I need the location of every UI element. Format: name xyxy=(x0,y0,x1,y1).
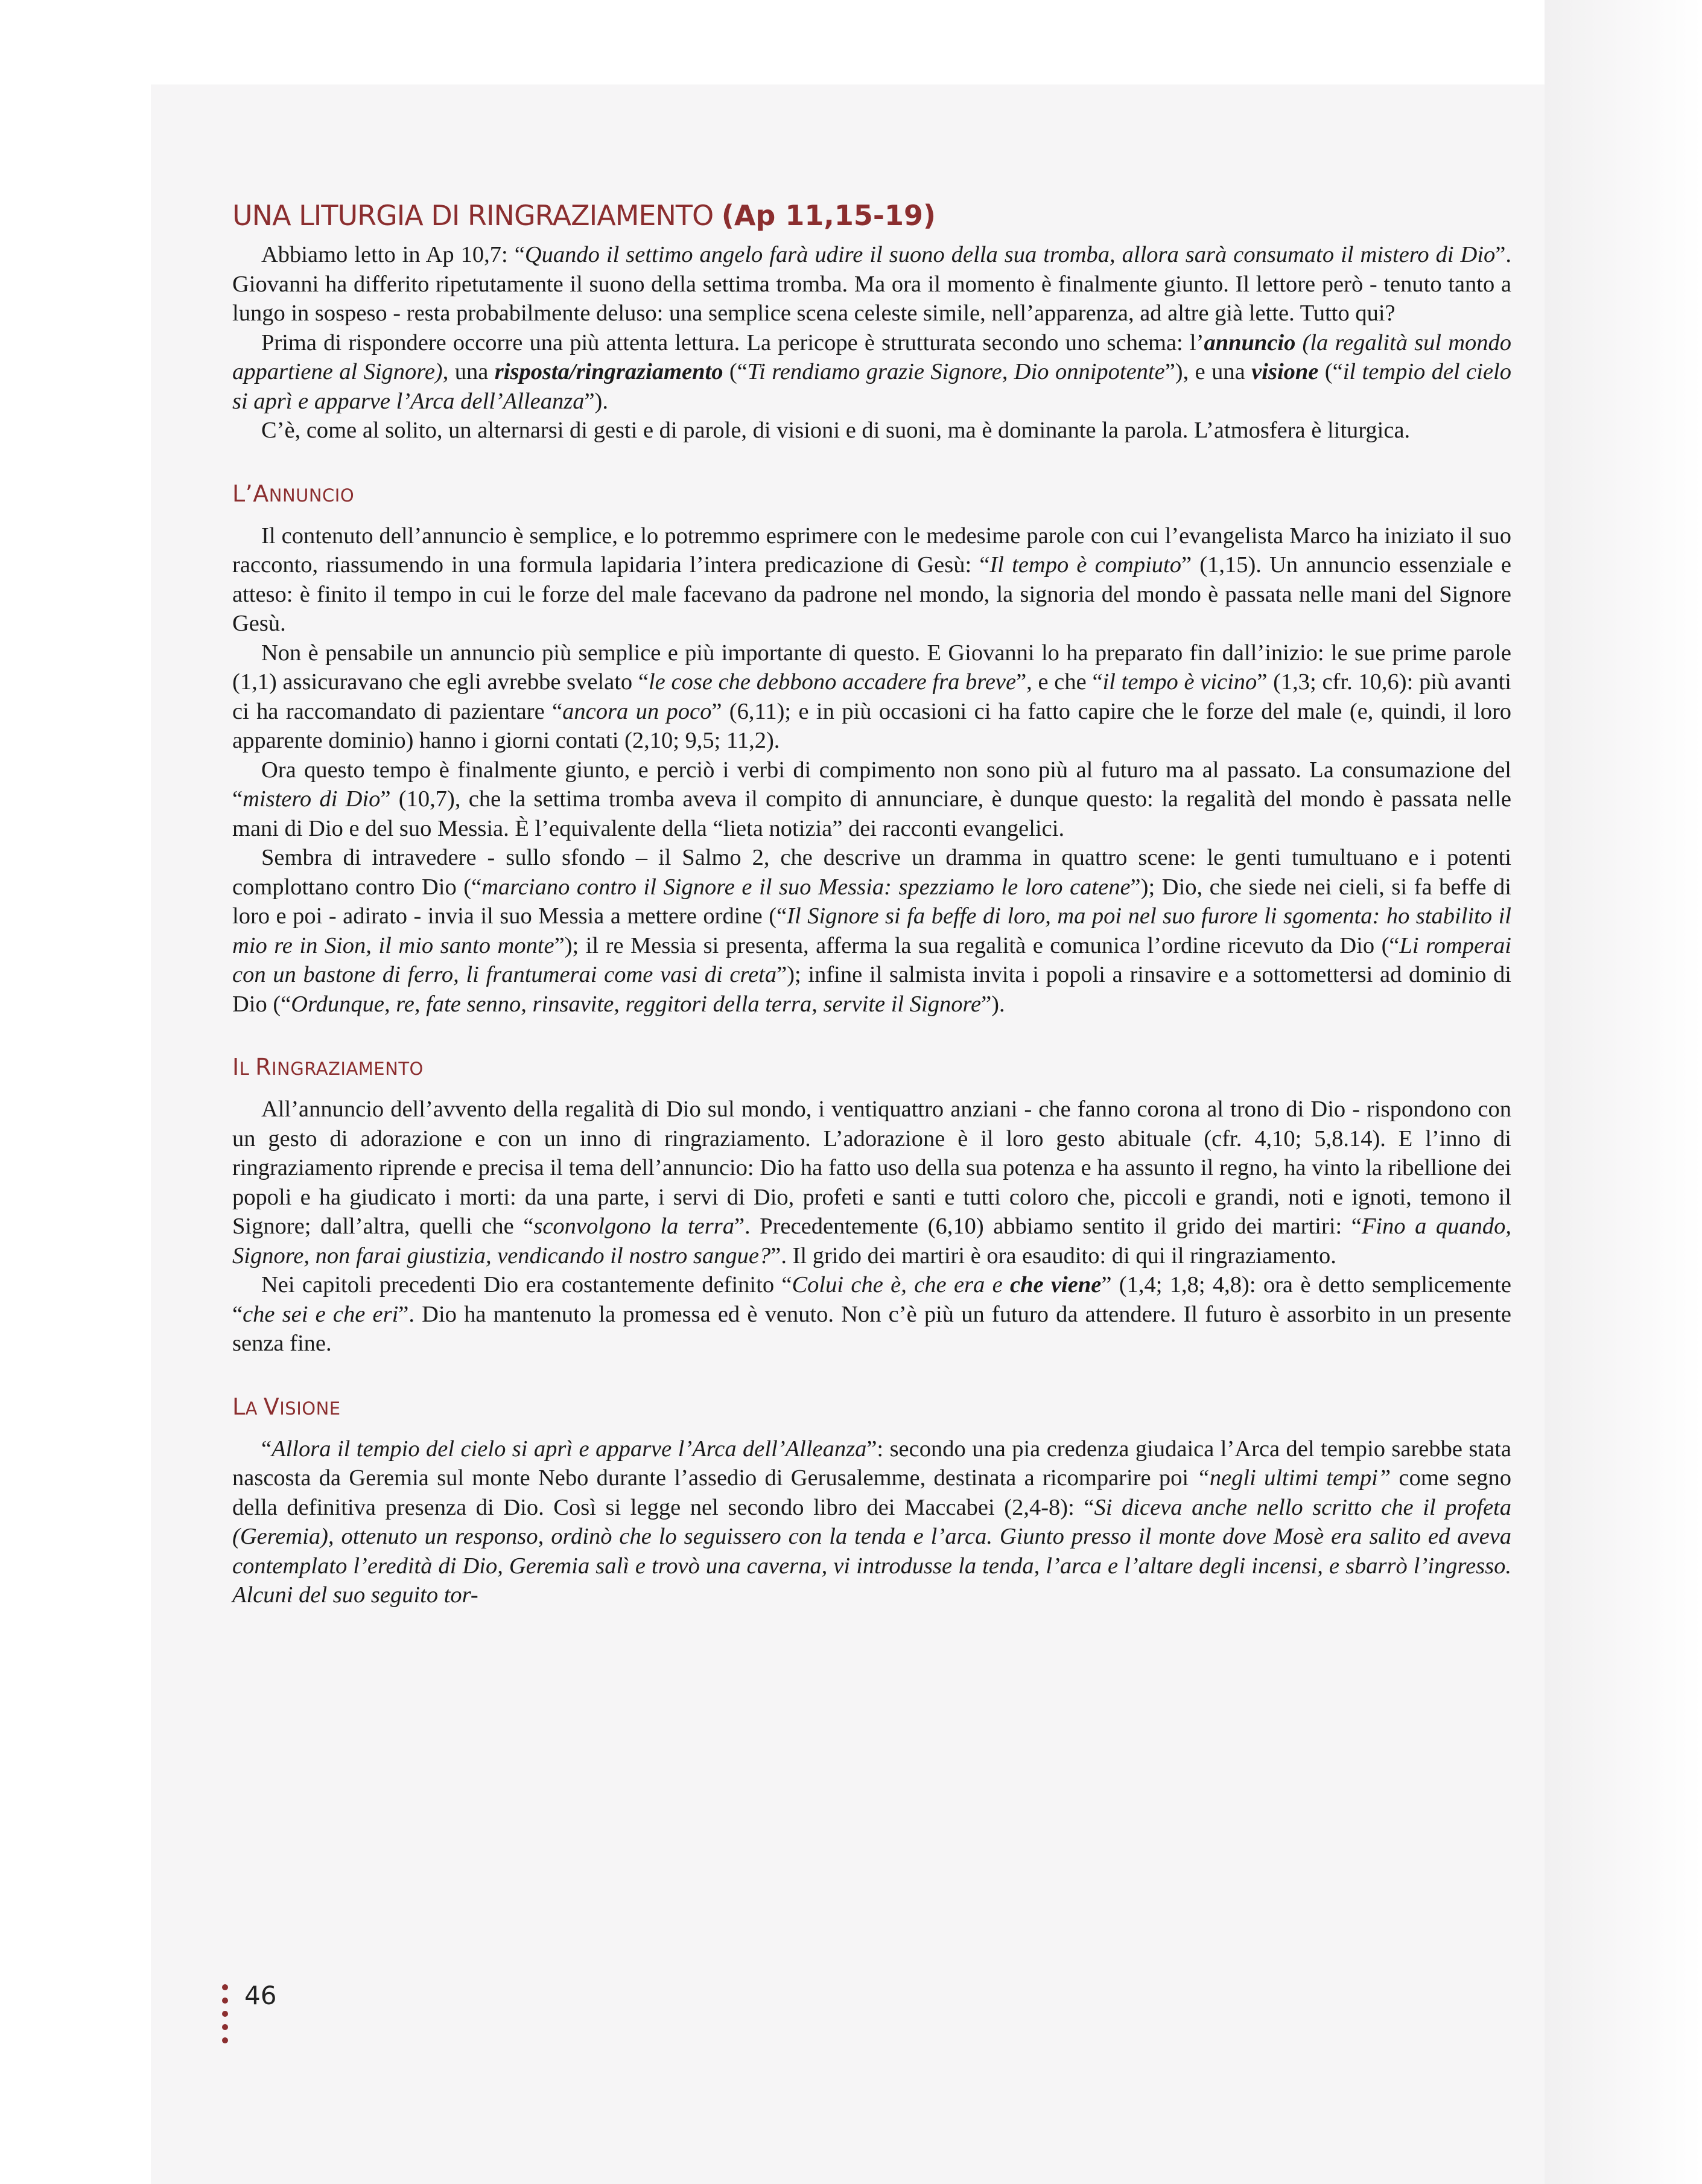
text: Ora questo tempo è finalmente giunto, e perciò i verbi di compimento non sono più al futuro ma al passato. La consumazione del “ xyxy=(232,757,1511,812)
heading-mid: L xyxy=(239,1059,256,1079)
visione-paragraph-1 xyxy=(232,1434,1511,1610)
quote: sconvolgono la terra xyxy=(533,1214,734,1239)
heading-cap: L xyxy=(232,1393,246,1420)
intro-paragraph-1 xyxy=(232,240,1511,328)
dot-ornament xyxy=(222,2037,228,2043)
text: ”), e una xyxy=(1164,359,1252,384)
text: ”, e che “ xyxy=(1016,669,1103,695)
article-title xyxy=(232,199,1511,232)
quote: Allora il tempio del cielo si aprì e apparve l’Arca dell’Alleanza xyxy=(271,1436,867,1462)
text: ”); infine il salmista invita i popoli a rinsavire e a sottomettersi ad dominio di Dio (“ xyxy=(232,962,1511,1017)
quote: il tempio del cielo si aprì e apparve l’Arca dell’Alleanza xyxy=(232,359,1511,414)
heading-rest: INGRAZIAMENTO xyxy=(271,1059,424,1079)
heading-rest: ISIONE xyxy=(279,1398,341,1419)
heading-cap: L’A xyxy=(232,480,269,507)
text: Prima di rispondere occorre una più attenta lettura. La pericope è strutturata secondo uno schema: l’ xyxy=(261,330,1204,355)
ringraziamento-paragraph-1 xyxy=(232,1095,1511,1270)
title-reference: (Ap 11,15-19) xyxy=(721,199,936,232)
quote: Ordunque, re, fate senno, rinsavite, reggitori della terra, servite il Signore xyxy=(291,991,982,1017)
text: , una xyxy=(442,359,495,384)
text: ” (6,11); e in più occasioni ci ha fatto capire che le forze del male (e, quindi, il loro apparente dominio) hanno i giorni contati (2,10; 9,5; 11,2). xyxy=(232,698,1512,753)
page-edge-shadow xyxy=(1545,0,1702,2184)
quote: “negli ultimi tempi” xyxy=(1196,1465,1391,1491)
title-main: UNA LITURGIA DI RINGRAZIAMENTO xyxy=(232,199,722,232)
section-heading-visione xyxy=(232,1393,1511,1420)
heading-cap: R xyxy=(255,1054,271,1080)
quote: le cose che debbono accadere fra breve xyxy=(648,669,1017,695)
annuncio-paragraph-2 xyxy=(232,638,1511,756)
keyword: annuncio xyxy=(1204,330,1296,355)
text: ”); il re Messia si presenta, afferma la sua regalità e comunica l’ordine ricevuto da Dio (“ xyxy=(554,932,1400,958)
annuncio-paragraph-4 xyxy=(232,843,1511,1019)
section-heading-ringraziamento xyxy=(232,1054,1511,1080)
text: ”. Giovanni ha differito ripetutamente il suono della settima tromba. Ma ora il momento è finalmente giunto. Il lettore però - tenuto tanto a lungo in sospeso - resta probabilmente deluso: una semplice scena celeste simile, nell’apparenza, ad altre già lette. Tutto qui? xyxy=(232,242,1512,326)
quote: Quando il settimo angelo farà udire il suono della sua tromba, allora sarà consumato il mistero di Dio xyxy=(524,242,1496,267)
text: ”). xyxy=(981,991,1005,1017)
heading-cap: I xyxy=(232,1054,240,1080)
text: Sembra di intravedere - sullo sfondo – il Salmo 2, che descrive un dramma in quattro scene: le genti tumultuano e i potenti complottano contro Dio (“ xyxy=(232,845,1511,900)
article xyxy=(232,199,1511,1610)
heading-cap: V xyxy=(263,1393,280,1420)
keyword: visione xyxy=(1251,359,1319,384)
text: ”. Precedentemente (6,10) abbiamo sentito il grido dei martiri: “ xyxy=(734,1214,1362,1239)
quote: Colui che è, che era e xyxy=(792,1272,1011,1297)
keyword: risposta/ringraziamento xyxy=(494,359,723,384)
text: Nei capitoli precedenti Dio era costantemente definito “ xyxy=(261,1272,792,1297)
intro-paragraph-3: C’è, come al solito, un alternarsi di gesti e di parole, di visioni e di suoni, ma è dominante la parola. L’atmosfera è liturgica. xyxy=(261,418,1411,443)
annuncio-paragraph-3 xyxy=(232,756,1511,844)
quote: il tempo è vicino xyxy=(1102,669,1257,695)
text: ”. Dio ha mantenuto la promessa ed è venuto. Non c’è più un futuro da attendere. Il futuro è assorbito in un presente senza fine. xyxy=(232,1301,1511,1356)
text: Abbiamo letto in Ap 10,7: “ xyxy=(261,242,525,267)
section-heading-annuncio xyxy=(232,480,1511,507)
text: “ xyxy=(261,1436,272,1462)
text: ”); Dio, che siede nei cieli, si fa beffe di loro e poi - adirato - invia il suo Messia a mettere ordine (“ xyxy=(232,874,1511,929)
text: (“ xyxy=(1318,359,1343,384)
quote: Fino a quando, Signore, non farai giustizia, vendicando il nostro sangue? xyxy=(232,1214,1511,1269)
quote: mistero di Dio xyxy=(243,786,381,812)
text: All’annuncio dell’avvento della regalità di Dio sul mondo, i ventiquattro anziani - che fanno corona al trono di Dio - rispondono con un gesto di adorazione e con un inno di ringraziamento. L’adorazione è il loro gesto abituale (cfr. 4,10; 5,8.14). E l’inno di ringraziamento riprende e precisa il tema dell’annuncio: Dio ha fatto uso della sua potenza e ha assunto il regno, ha vinto la ribellione dei popoli e ha giudicato i morti: da una parte, i servi di Dio, profeti e santi e tutti coloro che, piccoli e grandi, noti e ignoti, temono il Signore; dall’altra, quelli che “ xyxy=(232,1097,1511,1239)
annuncio-paragraph-1 xyxy=(232,521,1511,638)
dot-ornament xyxy=(222,2024,228,2030)
intro-paragraph-2 xyxy=(232,328,1511,416)
quote: (la regalità sul mondo appartiene al Signore) xyxy=(232,330,1511,384)
quote: che sei e che eri xyxy=(243,1301,399,1327)
quote: Si diceva anche nello scritto che il profeta (Geremia), ottenuto un responso, ordinò che lo seguissero con la tenda e l’arca. Giunto presso il monte dove Mosè era salito ed aveva contemplato l’eredità di Dio, Geremia salì e trovò una caverna, vi introdusse la tenda, l’arca e l’altare degli incensi, e sbarrò l’ingresso. Alcuni del suo seguito tor- xyxy=(232,1494,1511,1608)
heading-mid: A xyxy=(245,1398,264,1419)
text: ”). xyxy=(584,388,608,414)
quote: ancora un poco xyxy=(562,698,712,724)
text: come segno della definitiva presenza di Dio. Così si legge nel secondo libro dei Maccabei (2,4-8): “ xyxy=(232,1465,1511,1520)
text: ” (1,4; 1,8; 4,8): ora è detto semplicemente “ xyxy=(232,1272,1511,1327)
dot-ornament xyxy=(222,2011,228,2017)
quote: Ti rendiamo grazie Signore, Dio onnipotente xyxy=(747,359,1165,384)
quote: Il tempo è compiuto xyxy=(989,552,1181,578)
page-number: 46 xyxy=(244,1981,277,2010)
quote: Il Signore si fa beffe di loro, ma poi nel suo furore li sgomenta: ho stabilito il mio re in Sion, il mio santo monte xyxy=(232,903,1511,958)
text: Non è pensabile un annuncio più semplice e più importante di questo. E Giovanni lo ha preparato fin dall’inizio: le sue prime parole (1,1) assicuravano che egli avrebbe svelato “ xyxy=(232,640,1511,695)
keyword: che viene xyxy=(1010,1272,1102,1297)
text: ” (1,15). Un annuncio essenziale e atteso: è finito il tempo in cui le forze del male facevano da padrone nel mondo, la signoria del mondo è passata nelle mani del Signore Gesù. xyxy=(232,552,1512,636)
heading-rest: NNUNCIO xyxy=(268,485,355,506)
text: ” (10,7), che la settima tromba aveva il compito di annunciare, è dunque questo: la regalità del mondo è passata nelle mani di Dio e del suo Messia. È l’equivalente della “lieta notizia” dei racconti evangelici. xyxy=(232,786,1511,841)
text: (“ xyxy=(723,359,748,384)
text: ”. Il grido dei martiri è ora esaudito: di qui il ringraziamento. xyxy=(770,1243,1336,1269)
ringraziamento-paragraph-2 xyxy=(232,1270,1511,1358)
quote: Li romperai con un bastone di ferro, li frantumerai come vasi di creta xyxy=(232,932,1512,987)
text: ” (1,3; cfr. 10,6): più avanti ci ha raccomandato di pazientare “ xyxy=(232,669,1511,724)
quote: marciano contro il Signore e il suo Messia: spezziamo le loro catene xyxy=(481,874,1131,900)
text: Il contenuto dell’annuncio è semplice, e lo potremmo esprimere con le medesime parole con cui l’evangelista Marco ha iniziato il suo racconto, riassumendo in una formula lapidaria l’intera predicazione di Gesù: “ xyxy=(232,523,1511,578)
text: ”: secondo una pia credenza giudaica l’Arca del tempio sarebbe stata nascosta da Geremia sul monte Nebo durante l’assedio di Gerusalemme, destinata a ricomparire poi xyxy=(232,1436,1511,1491)
